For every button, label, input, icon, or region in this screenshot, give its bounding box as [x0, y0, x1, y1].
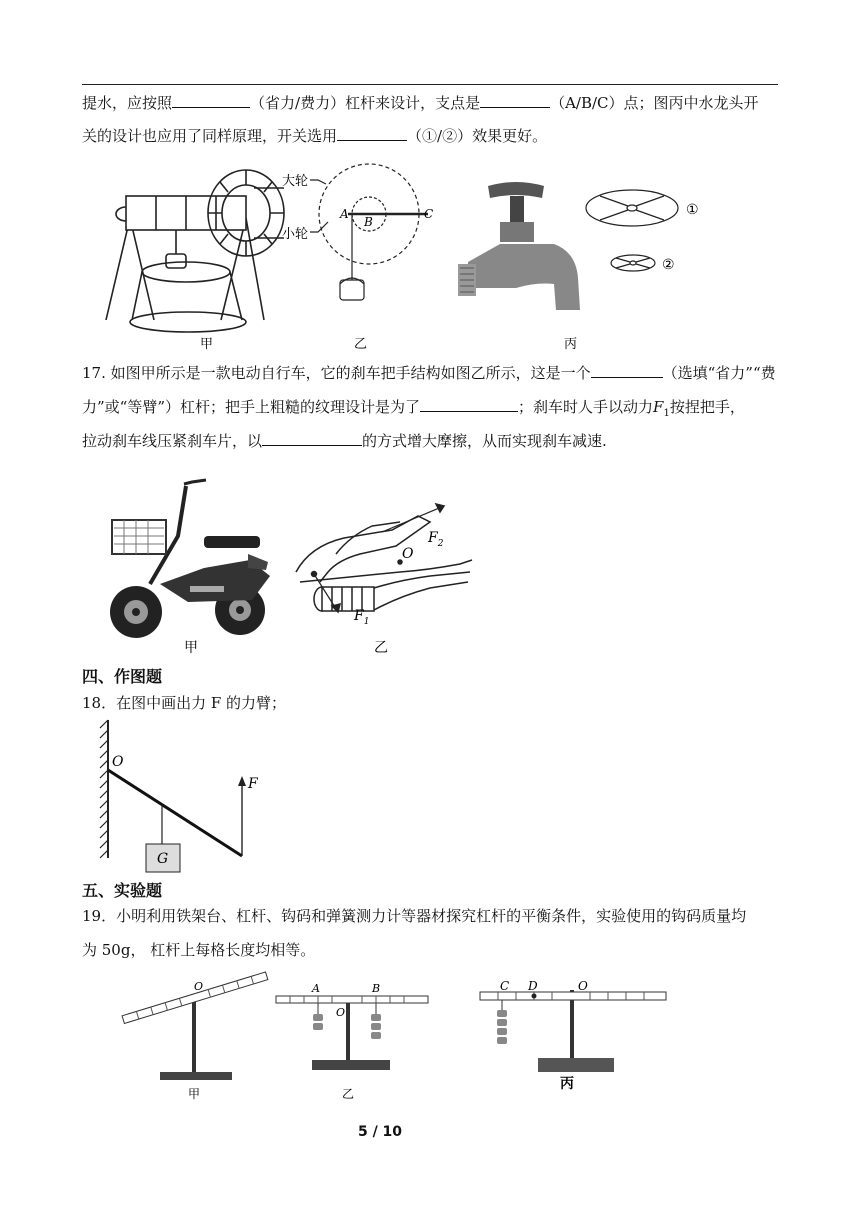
q17-blank-2[interactable]: [420, 397, 518, 412]
q18-figure: [96, 718, 276, 878]
big-wheel-label: 大轮: [282, 174, 309, 189]
q16-line2: 关的设计也应用了同样原理，开关选用 （①/②）效果更好。: [82, 127, 548, 145]
wheel-axle-drawing: [310, 164, 428, 300]
q17-line1: 17. 如图甲所示是一款电动自行车，它的刹车把手结构如图乙所示，这是一个 （选填“省力”“费: [82, 364, 776, 382]
caption-jia: 甲: [184, 640, 198, 656]
pivot-O-label: O: [112, 754, 124, 770]
section-title-5: 五、实验题: [82, 881, 163, 900]
q17-line2: 力”或“等臂”）杠杆；把手上粗糙的纹理设计是为了 ；刹车时人手以动力$F_1$按捏把手，: [82, 398, 745, 419]
q16-line1: 提水，应按照 （省力/费力）杠杆来设计，支点是 （A/B/C）点；图丙中水龙头开: [82, 94, 759, 112]
caption-bing: 丙: [560, 1076, 574, 1092]
windlass-drawing: [106, 170, 284, 332]
faucet-drawing: [458, 182, 580, 310]
point-C-label: C: [424, 207, 434, 221]
pivot-O-label: O: [402, 546, 414, 562]
lever-bar: [108, 770, 242, 856]
q19-figure: [110, 968, 710, 1100]
point-D-label: D: [528, 979, 538, 993]
caption-yi: 乙: [354, 337, 368, 352]
force-F1-label: $F_1$: [354, 608, 370, 627]
q16-blank-2[interactable]: [480, 93, 550, 108]
point-B-label: B: [364, 215, 373, 229]
option-2-label: ②: [662, 257, 675, 273]
point-A-label: A: [340, 207, 349, 221]
electric-bike-drawing: [110, 480, 270, 638]
q18-text: 18．在图中画出力 F 的力臂；: [82, 694, 287, 712]
q19-line1: 19．小明利用铁架台、杠杆、钩码和弹簧测力计等器材探究杠杆的平衡条件，实验使用的钩码质量均: [82, 907, 747, 925]
q17-blank-3[interactable]: [262, 431, 362, 446]
q16-figure: [96, 160, 736, 355]
q17-blank-1[interactable]: [591, 363, 663, 378]
option-1-label: ①: [686, 202, 699, 218]
q17-figure: [100, 476, 480, 660]
caption-bing: 丙: [564, 337, 578, 352]
small-wheel-label: 小轮: [282, 227, 309, 242]
stand-yi: [276, 996, 428, 1070]
brake-handle-drawing: [296, 504, 472, 612]
point-B-label: B: [372, 982, 381, 995]
weight-G-label: G: [157, 851, 169, 867]
stand-bing: [480, 990, 666, 1072]
page-number: 5 / 10: [357, 1124, 403, 1140]
pivot-O-jia: O: [194, 980, 204, 993]
point-C-label: C: [500, 979, 510, 993]
q16-blank-3[interactable]: [337, 126, 407, 141]
q17-line3: 拉动刹车线压紧刹车片，以 的方式增大摩擦，从而实现刹车减速.: [82, 432, 607, 450]
wall-drawing: [100, 720, 108, 858]
caption-jia: 甲: [200, 337, 214, 352]
caption-yi: 乙: [342, 1087, 355, 1100]
header-rule: [82, 84, 778, 85]
force-F2-label: $F_2$: [428, 530, 444, 549]
pivot-O-yi: O: [336, 1006, 346, 1019]
force-F-label: F: [248, 776, 258, 792]
q19-line2: 为 50g， 杠杆上每格长度均相等。: [82, 941, 316, 959]
pivot-O-bing: O: [578, 979, 588, 993]
q16-blank-1[interactable]: [172, 93, 250, 108]
section-title-4: 四、作图题: [82, 667, 163, 686]
caption-yi: 乙: [374, 640, 388, 656]
point-A-label: A: [312, 982, 320, 995]
caption-jia: 甲: [188, 1087, 201, 1100]
